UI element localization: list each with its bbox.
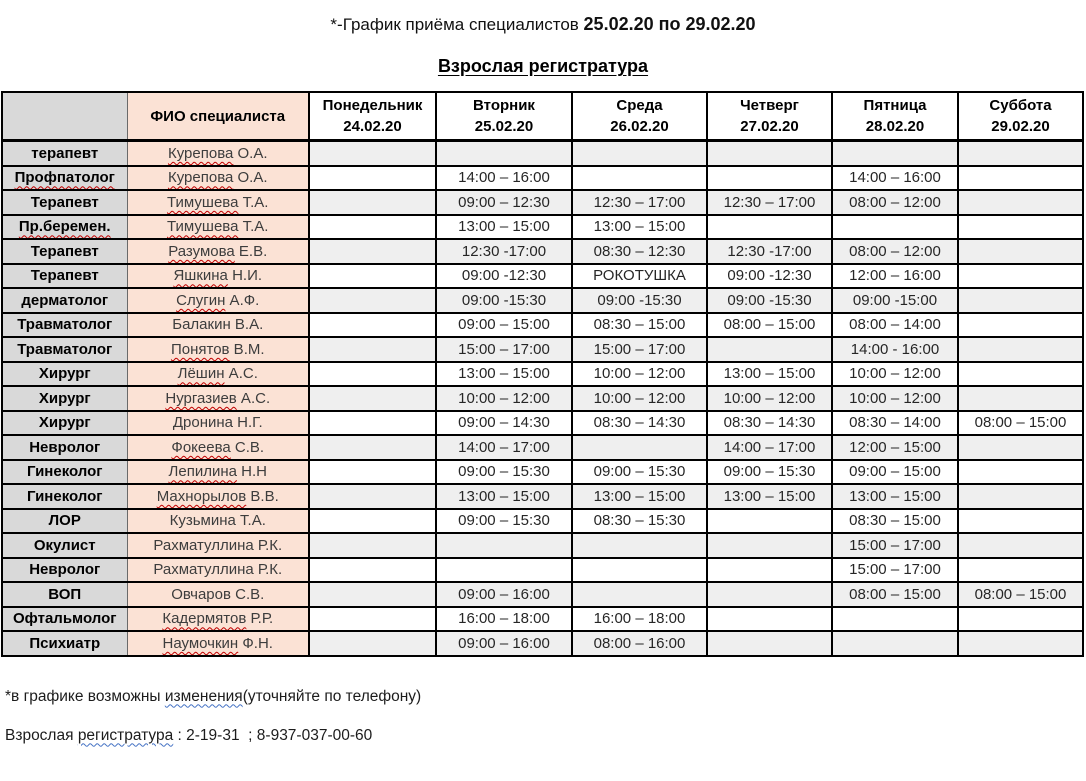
time-cell xyxy=(309,362,436,387)
doctor-name-cell: Разумова Е.В. xyxy=(127,239,309,264)
day-name: Четверг xyxy=(740,97,799,114)
time-cell xyxy=(958,215,1083,240)
phone-wavy-word: регистратура xyxy=(77,726,174,744)
doctor-name-cell: Лепилина Н.Н xyxy=(127,460,309,485)
schedule-table xyxy=(1,91,1084,657)
time-cell xyxy=(572,558,707,583)
time-cell: 09:00 -12:30 xyxy=(436,264,572,289)
time-cell: 09:00 – 15:00 xyxy=(832,460,958,485)
time-cell: 09:00 – 15:30 xyxy=(436,460,572,485)
time-cell xyxy=(958,386,1083,411)
time-cell: 10:00 – 12:00 xyxy=(832,386,958,411)
time-cell xyxy=(958,484,1083,509)
day-date: 26.02.20 xyxy=(610,118,669,135)
time-cell: 08:00 – 12:00 xyxy=(832,239,958,264)
phone-line-text: Взрослая xyxy=(5,726,78,744)
section-title-text: Взрослая регистратура xyxy=(437,56,649,76)
doctor-name-cell: Курепова О.А. xyxy=(127,141,309,166)
time-cell: 13:00 – 15:00 xyxy=(572,484,707,509)
specialty-cell: Хирург xyxy=(2,386,127,411)
title-prefix: *-График приёма специалистов xyxy=(330,15,584,34)
corner-cell xyxy=(2,92,127,141)
registry-phone-line xyxy=(5,727,1086,745)
misspelled-word: Яшкина xyxy=(173,267,228,285)
time-cell xyxy=(309,239,436,264)
time-cell: 12:30 – 17:00 xyxy=(707,190,832,215)
doctor-name-cell: Фокеева С.В. xyxy=(127,435,309,460)
time-cell xyxy=(958,190,1083,215)
time-cell xyxy=(958,558,1083,583)
time-cell xyxy=(832,215,958,240)
time-cell xyxy=(309,264,436,289)
time-cell: 15:00 – 17:00 xyxy=(436,337,572,362)
misspelled-word: Лепилина xyxy=(168,463,237,481)
time-cell: 10:00 – 12:00 xyxy=(707,386,832,411)
time-cell: 16:00 – 18:00 xyxy=(572,607,707,632)
time-cell: 15:00 – 17:00 xyxy=(832,533,958,558)
time-cell xyxy=(436,533,572,558)
time-cell: 09:00 -15:30 xyxy=(572,288,707,313)
day-name: Вторник xyxy=(473,97,535,114)
footnote-text-tail: (уточняйте по телефону) xyxy=(242,687,422,705)
time-cell: 10:00 – 12:00 xyxy=(572,362,707,387)
time-cell: 09:00 -15:30 xyxy=(707,288,832,313)
specialty-cell: Невролог xyxy=(2,435,127,460)
specialty-cell: Терапевт xyxy=(2,239,127,264)
time-cell xyxy=(309,484,436,509)
misspelled-word: Профпатолог xyxy=(14,169,115,187)
table-row xyxy=(2,460,1083,485)
misspelled-word: Наумочкин xyxy=(162,634,239,652)
table-row xyxy=(2,190,1083,215)
time-cell: 16:00 – 18:00 xyxy=(436,607,572,632)
specialty-cell xyxy=(2,215,127,240)
time-cell: 13:00 – 15:00 xyxy=(572,215,707,240)
time-cell xyxy=(707,607,832,632)
specialty-cell: Офтальмолог xyxy=(2,607,127,632)
day-header-cell xyxy=(832,92,958,141)
misspelled-word: Курепова xyxy=(167,169,234,187)
table-row xyxy=(2,141,1083,166)
time-cell: 08:00 – 16:00 xyxy=(572,631,707,656)
doctor-name-cell: Махнорылов В.В. xyxy=(127,484,309,509)
time-cell: 13:00 – 15:00 xyxy=(436,362,572,387)
time-cell: 09:00 -12:30 xyxy=(707,264,832,289)
time-cell xyxy=(309,215,436,240)
time-cell xyxy=(707,141,832,166)
time-cell: 08:30 – 14:00 xyxy=(832,411,958,436)
doctor-name-cell: Кадермятов Р.Р. xyxy=(127,607,309,632)
time-cell xyxy=(958,313,1083,338)
section-title xyxy=(0,56,1086,77)
phone-numbers: : 2-19-31 ; 8-937-037-00-60 xyxy=(173,726,373,744)
doctor-name-cell: Слугин А.Ф. xyxy=(127,288,309,313)
time-cell: 09:00 – 16:00 xyxy=(436,582,572,607)
time-cell: 08:30 – 15:30 xyxy=(572,509,707,534)
time-cell: 08:30 – 15:00 xyxy=(572,313,707,338)
time-cell: 13:00 – 15:00 xyxy=(707,362,832,387)
time-cell: 08:30 – 14:30 xyxy=(572,411,707,436)
time-cell xyxy=(832,631,958,656)
specialty-cell: дерматолог xyxy=(2,288,127,313)
doctor-name-cell: Понятов В.М. xyxy=(127,337,309,362)
time-cell xyxy=(958,337,1083,362)
table-row xyxy=(2,386,1083,411)
time-cell: 13:00 – 15:00 xyxy=(436,484,572,509)
specialty-cell: Психиатр xyxy=(2,631,127,656)
time-cell: 08:30 – 14:30 xyxy=(707,411,832,436)
time-cell: 09:00 – 15:30 xyxy=(572,460,707,485)
time-cell: 10:00 – 12:00 xyxy=(436,386,572,411)
table-row xyxy=(2,558,1083,583)
time-cell: 09:00 – 15:30 xyxy=(436,509,572,534)
time-cell xyxy=(958,435,1083,460)
header-row xyxy=(2,92,1083,141)
time-cell xyxy=(707,631,832,656)
time-cell: 14:00 - 16:00 xyxy=(832,337,958,362)
day-date: 27.02.20 xyxy=(740,118,799,135)
time-cell xyxy=(958,607,1083,632)
time-cell xyxy=(958,362,1083,387)
time-cell: 13:00 – 15:00 xyxy=(832,484,958,509)
time-cell: 15:00 – 17:00 xyxy=(572,337,707,362)
day-date: 24.02.20 xyxy=(343,118,402,135)
time-cell xyxy=(309,582,436,607)
time-cell xyxy=(958,509,1083,534)
footnote-text: *в графике возможны xyxy=(5,687,165,705)
doctor-name-cell: Тимушева Т.А. xyxy=(127,215,309,240)
day-header-cell xyxy=(436,92,572,141)
time-cell xyxy=(958,264,1083,289)
table-row xyxy=(2,362,1083,387)
table-row xyxy=(2,166,1083,191)
time-cell xyxy=(707,509,832,534)
misspelled-word: Кадермятов xyxy=(162,610,247,628)
table-row xyxy=(2,215,1083,240)
doctor-name-cell: Яшкина Н.И. xyxy=(127,264,309,289)
time-cell xyxy=(707,582,832,607)
time-cell: 09:00 -15:00 xyxy=(832,288,958,313)
time-cell xyxy=(309,558,436,583)
time-cell xyxy=(309,411,436,436)
table-row xyxy=(2,509,1083,534)
time-cell xyxy=(309,460,436,485)
time-cell xyxy=(309,386,436,411)
table-row xyxy=(2,264,1083,289)
time-cell: 08:30 – 12:30 xyxy=(572,239,707,264)
doctor-name-cell: Курепова О.А. xyxy=(127,166,309,191)
time-cell xyxy=(958,166,1083,191)
specialty-cell: Хирург xyxy=(2,362,127,387)
day-name: Среда xyxy=(616,97,663,114)
table-row xyxy=(2,533,1083,558)
time-cell xyxy=(958,288,1083,313)
specialty-cell xyxy=(2,166,127,191)
time-cell: 08:00 – 15:00 xyxy=(832,582,958,607)
table-row xyxy=(2,607,1083,632)
time-cell xyxy=(309,141,436,166)
footnote-wavy-word: изменения xyxy=(164,687,243,705)
page-title xyxy=(0,0,1086,35)
time-cell: 08:00 – 15:00 xyxy=(958,582,1083,607)
time-cell xyxy=(309,509,436,534)
misspelled-word: Махнорылов xyxy=(156,487,247,505)
time-cell xyxy=(572,435,707,460)
time-cell xyxy=(958,141,1083,166)
time-cell: 12:30 – 17:00 xyxy=(572,190,707,215)
time-cell xyxy=(958,460,1083,485)
time-cell: 12:30 -17:00 xyxy=(707,239,832,264)
time-cell xyxy=(309,166,436,191)
doctor-name-cell: Лёшин А.С. xyxy=(127,362,309,387)
time-cell xyxy=(707,558,832,583)
misspelled-word: Тимушева xyxy=(167,193,239,211)
time-cell: 12:30 -17:00 xyxy=(436,239,572,264)
specialty-cell: Терапевт xyxy=(2,264,127,289)
misspelled-word: Пр.беремен. xyxy=(18,218,111,236)
specialty-cell: Травматолог xyxy=(2,337,127,362)
time-cell xyxy=(309,533,436,558)
time-cell xyxy=(309,190,436,215)
table-row xyxy=(2,435,1083,460)
day-name: Суббота xyxy=(989,97,1052,114)
schedule-footnote xyxy=(5,688,1086,706)
day-header-cell xyxy=(707,92,832,141)
doctor-name-cell: Рахматуллина Р.К. xyxy=(127,558,309,583)
time-cell: 14:00 – 17:00 xyxy=(436,435,572,460)
specialty-cell: терапевт xyxy=(2,141,127,166)
time-cell xyxy=(309,631,436,656)
doctor-name-cell: Балакин В.А. xyxy=(127,313,309,338)
time-cell xyxy=(309,607,436,632)
time-cell: РОКОТУШКА xyxy=(572,264,707,289)
time-cell xyxy=(958,239,1083,264)
time-cell: 15:00 – 17:00 xyxy=(832,558,958,583)
day-date: 25.02.20 xyxy=(474,118,534,135)
specialty-cell: Гинеколог xyxy=(2,484,127,509)
specialty-cell: Невролог xyxy=(2,558,127,583)
time-cell: 08:30 – 15:00 xyxy=(832,509,958,534)
misspelled-word: Лёшин xyxy=(177,365,225,383)
time-cell: 09:00 – 16:00 xyxy=(436,631,572,656)
day-header-cell xyxy=(958,92,1083,141)
time-cell xyxy=(707,337,832,362)
misspelled-word: Нургазиев xyxy=(165,389,237,407)
time-cell: 14:00 – 16:00 xyxy=(436,166,572,191)
doctor-name-cell: Нургазиев А.С. xyxy=(127,386,309,411)
time-cell xyxy=(832,607,958,632)
footer xyxy=(5,688,1086,745)
time-cell xyxy=(436,558,572,583)
day-header-cell xyxy=(309,92,436,141)
time-cell: 10:00 – 12:00 xyxy=(832,362,958,387)
time-cell: 14:00 – 16:00 xyxy=(832,166,958,191)
time-cell xyxy=(958,631,1083,656)
time-cell xyxy=(309,435,436,460)
table-row xyxy=(2,239,1083,264)
specialty-cell: Хирург xyxy=(2,411,127,436)
table-row xyxy=(2,288,1083,313)
specialty-cell: Гинеколог xyxy=(2,460,127,485)
specialty-cell: Терапевт xyxy=(2,190,127,215)
misspelled-word: Фокеева xyxy=(171,438,231,456)
doctor-name-cell: Тимушева Т.А. xyxy=(127,190,309,215)
time-cell xyxy=(958,533,1083,558)
time-cell: 12:00 – 15:00 xyxy=(832,435,958,460)
time-cell xyxy=(309,313,436,338)
time-cell: 14:00 – 17:00 xyxy=(707,435,832,460)
time-cell: 13:00 – 15:00 xyxy=(436,215,572,240)
doctor-name-cell: Наумочкин Ф.Н. xyxy=(127,631,309,656)
time-cell: 09:00 – 14:30 xyxy=(436,411,572,436)
specialty-cell: Травматолог xyxy=(2,313,127,338)
time-cell: 09:00 – 12:30 xyxy=(436,190,572,215)
misspelled-word: Разумова xyxy=(168,242,235,260)
title-dates: 25.02.20 по 29.02.20 xyxy=(583,14,756,34)
doctor-name-cell: Рахматуллина Р.К. xyxy=(127,533,309,558)
time-cell xyxy=(309,288,436,313)
misspelled-word: Понятов xyxy=(170,340,230,358)
table-row xyxy=(2,411,1083,436)
time-cell xyxy=(572,166,707,191)
time-cell xyxy=(707,166,832,191)
specialty-cell: ЛОР xyxy=(2,509,127,534)
day-header-cell xyxy=(572,92,707,141)
time-cell: 13:00 – 15:00 xyxy=(707,484,832,509)
specialty-cell: Окулист xyxy=(2,533,127,558)
time-cell xyxy=(707,215,832,240)
time-cell: 09:00 – 15:00 xyxy=(436,313,572,338)
time-cell xyxy=(572,582,707,607)
doctor-name-cell: Кузьмина Т.А. xyxy=(127,509,309,534)
time-cell xyxy=(707,533,832,558)
time-cell: 10:00 – 12:00 xyxy=(572,386,707,411)
doctor-name-cell: Дронина Н.Г. xyxy=(127,411,309,436)
time-cell: 08:00 – 14:00 xyxy=(832,313,958,338)
specialty-cell: ВОП xyxy=(2,582,127,607)
table-row xyxy=(2,582,1083,607)
day-date: 28.02.20 xyxy=(865,118,925,135)
time-cell: 08:00 – 15:00 xyxy=(958,411,1083,436)
time-cell: 08:00 – 15:00 xyxy=(707,313,832,338)
table-row xyxy=(2,313,1083,338)
time-cell xyxy=(832,141,958,166)
day-date: 29.02.20 xyxy=(991,118,1050,135)
table-row xyxy=(2,484,1083,509)
misspelled-word: Курепова xyxy=(167,144,234,162)
time-cell xyxy=(436,141,572,166)
time-cell xyxy=(572,141,707,166)
time-cell: 12:00 – 16:00 xyxy=(832,264,958,289)
misspelled-word: Тимушева xyxy=(167,218,239,236)
table-row xyxy=(2,631,1083,656)
time-cell: 09:00 – 15:30 xyxy=(707,460,832,485)
day-name: Понедельник xyxy=(322,97,423,114)
misspelled-word: Слугин xyxy=(176,291,226,309)
time-cell xyxy=(572,533,707,558)
doctor-name-cell: Овчаров С.В. xyxy=(127,582,309,607)
day-name: Пятница xyxy=(863,97,927,114)
table-row xyxy=(2,337,1083,362)
time-cell: 09:00 -15:30 xyxy=(436,288,572,313)
time-cell: 08:00 – 12:00 xyxy=(832,190,958,215)
fio-header-cell: ФИО специалиста xyxy=(127,92,309,141)
time-cell xyxy=(309,337,436,362)
